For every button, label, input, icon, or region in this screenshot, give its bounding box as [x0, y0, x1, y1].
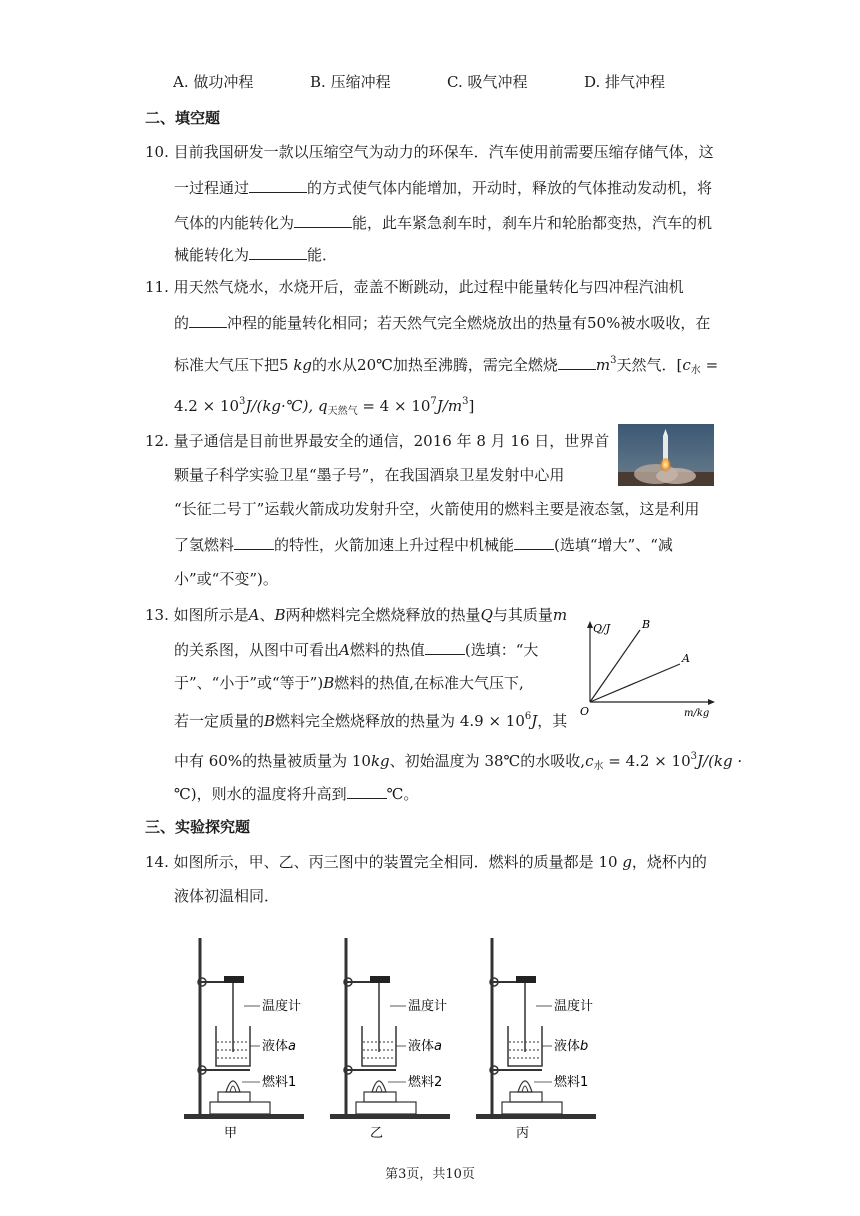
question-10-line-4: 械能转化为 能．	[174, 243, 337, 266]
apparatus-bing	[476, 938, 596, 1140]
answer-blank[interactable]	[514, 533, 554, 550]
question-13-line-6: ℃)，则水的温度将升高到 ℃。	[174, 782, 418, 805]
answer-blank[interactable]	[425, 638, 465, 655]
section-title-fill-blank: 二、填空题	[145, 109, 221, 127]
option-c: C. 吸气冲程	[447, 73, 528, 91]
liquid-label: 液体a	[262, 1039, 296, 1054]
liquid-label: 液体b	[554, 1039, 589, 1054]
figure-caption: 甲	[224, 1126, 238, 1140]
answer-blank[interactable]	[189, 311, 227, 328]
experiment-apparatus-figure	[170, 930, 730, 1140]
figure-caption: 乙	[370, 1126, 384, 1140]
question-12-line-3: “长征二号丁”运载火箭成功发射升空，火箭使用的燃料主要是液态氢，这是利用	[174, 500, 700, 518]
question-12-line-5: 小”或“不变”)。	[174, 570, 278, 588]
question-11-line-2: 的 冲程的能量转化相同；若天然气完全燃烧放出的热量有50%被水吸收，在	[174, 311, 710, 334]
option-a: A. 做功冲程	[173, 73, 254, 91]
page-footer: 第3页，共10页	[385, 1167, 475, 1182]
answer-blank[interactable]	[249, 243, 307, 260]
apparatus-jia	[184, 938, 304, 1140]
answer-blank[interactable]	[294, 211, 352, 228]
origin-label: O	[580, 705, 590, 718]
fuel-label: 燃料2	[408, 1075, 443, 1090]
liquid-label: 液体a	[408, 1039, 442, 1054]
thermometer-label: 温度计	[554, 999, 594, 1014]
question-14-line-1: 14. 如图所示，甲、乙、丙三图中的装置完全相同．燃料的质量都是 10 g，烧杯内的	[145, 853, 707, 871]
question-12-line-4: 了氢燃料 的特性，火箭加速上升过程中机械能 (选填“增大”、“减	[174, 533, 673, 556]
question-11-line-3: 标准大气压下把5 kg的水从20℃加热至沸腾，需完全燃烧 $m^3$天然气．[$c_水$ =	[174, 355, 719, 376]
answer-blank[interactable]	[558, 353, 596, 370]
question-13-line-5: 中有 60%的热量被质量为 10kg、初始温度为 38℃的水吸收$,c_水 = 4.2 \times 10^3J/(kg$ ·	[174, 751, 743, 772]
line-a-label: A	[682, 652, 690, 665]
answer-blank[interactable]	[234, 533, 274, 550]
answer-blank[interactable]	[249, 176, 307, 193]
question-10-line-1: 10. 目前我国研发一款以压缩空气为动力的环保车．汽车使用前需要压缩存储气体，这	[145, 143, 714, 161]
answer-blank[interactable]	[347, 782, 387, 799]
question-12-line-1: 12. 量子通信是目前世界最安全的通信，2016 年 8 月 16 日，世界首	[145, 432, 610, 450]
question-12-line-2: 颗量子科学实验卫星“墨子号”，在我国酒泉卫星发射中心用	[174, 466, 565, 484]
option-b: B. 压缩冲程	[310, 73, 391, 91]
thermometer-label: 温度计	[262, 999, 302, 1014]
question-11-line-4: $4.2 \times 10^3J/(kg\cdot℃)$, $q_{天然气} = 4 \times 10^7J/m^3$]	[174, 396, 475, 417]
fuel-label: 燃料1	[554, 1075, 589, 1090]
line-b-label: B	[642, 618, 651, 631]
question-13-line-1: 13. 如图所示是A、B两种燃料完全燃烧释放的热量Q与其质量m	[145, 606, 568, 624]
x-axis-label: m/kg	[684, 708, 710, 718]
question-13-line-2: 的关系图，从图中可看出A燃料的热值 (选填：“大	[174, 638, 538, 661]
x-axis-arrow	[708, 699, 715, 705]
option-d: D. 排气冲程	[584, 73, 666, 91]
question-10-line-3: 气体的内能转化为 能，此车紧急刹车时，刹车片和轮胎都变热，汽车的机	[174, 211, 712, 234]
thermometer-label: 温度计	[408, 999, 448, 1014]
section-title-experiment-text: 三、实验探究题	[145, 818, 251, 836]
fuel-label: 燃料1	[262, 1075, 297, 1090]
question-11-line-1: 11. 用天然气烧水，水烧开后，壶盖不断跳动，此过程中能量转化与四冲程汽油机	[145, 278, 684, 296]
question-13-line-3: 于”、“小于”或“等于”)B燃料的热值,在标准大气压下,	[174, 674, 524, 692]
rocket-launch-image	[618, 424, 714, 486]
apparatus-yi	[330, 938, 450, 1140]
y-axis-label: Q/J	[593, 622, 611, 635]
figure-caption: 丙	[516, 1126, 530, 1140]
question-10-line-2: 一过程通过 的方式使气体内能增加，开动时，释放的气体推动发动机，将	[174, 176, 712, 199]
question-14-line-2: 液体初温相同．	[174, 887, 280, 905]
question-13-line-4: 若一定质量的B燃料完全燃烧释放的热量为 $4.9 \times 10^6J$，其	[174, 711, 568, 730]
heat-mass-graph	[578, 618, 718, 718]
